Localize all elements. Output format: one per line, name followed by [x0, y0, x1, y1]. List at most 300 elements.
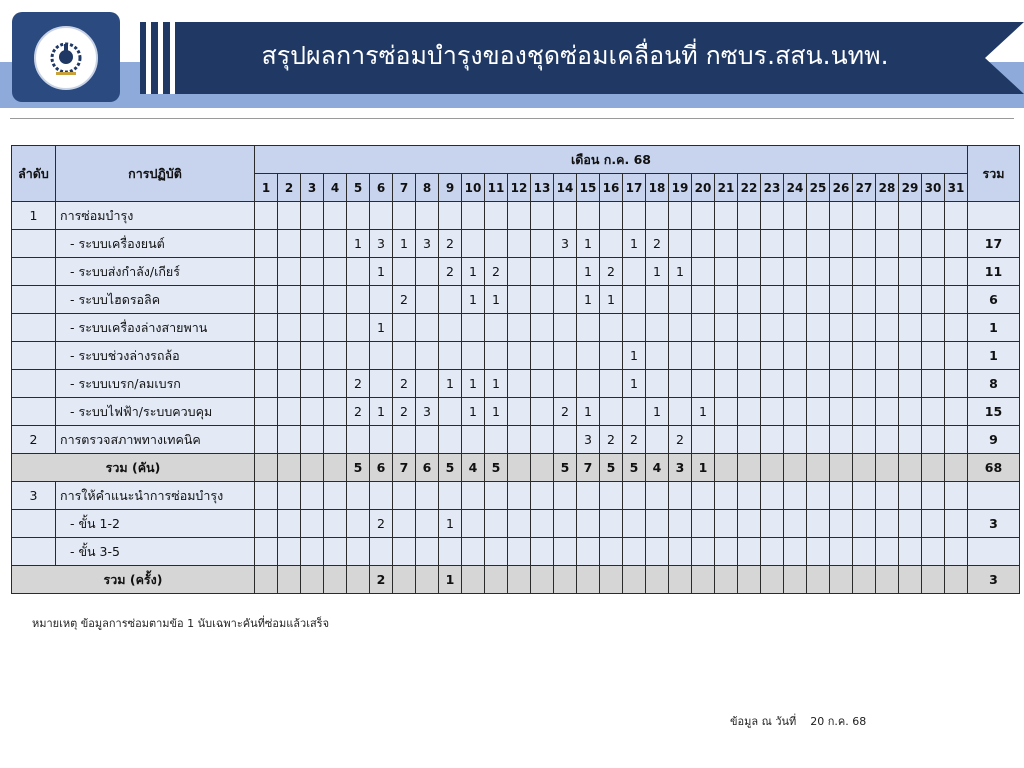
table-row: [12, 230, 1020, 258]
day-cell: [393, 510, 416, 538]
day-header: 4: [324, 174, 347, 202]
day-cell: 3: [416, 398, 439, 426]
day-cell: [324, 398, 347, 426]
day-cell: [554, 566, 577, 594]
day-cell: [761, 510, 784, 538]
day-cell: [784, 566, 807, 594]
day-cell: [876, 398, 899, 426]
day-cell: [324, 202, 347, 230]
day-cell: 1: [462, 286, 485, 314]
day-cell: [876, 566, 899, 594]
day-cell: [922, 510, 945, 538]
day-cell: [669, 566, 692, 594]
row-number: [12, 510, 56, 538]
day-cell: [439, 398, 462, 426]
day-cell: 1: [485, 370, 508, 398]
day-cell: 2: [554, 398, 577, 426]
day-cell: [485, 230, 508, 258]
day-cell: [761, 370, 784, 398]
header-activity: การปฏิบัติ: [56, 146, 255, 202]
day-cell: [600, 342, 623, 370]
day-cell: 1: [646, 398, 669, 426]
day-header: 6: [370, 174, 393, 202]
day-cell: [738, 566, 761, 594]
day-cell: [876, 258, 899, 286]
day-cell: [393, 482, 416, 510]
day-cell: [646, 370, 669, 398]
day-cell: [669, 342, 692, 370]
day-cell: [738, 538, 761, 566]
day-cell: [324, 510, 347, 538]
day-header: 29: [899, 174, 922, 202]
day-cell: [370, 482, 393, 510]
total-label: รวม (คัน): [12, 454, 255, 482]
day-cell: [462, 314, 485, 342]
day-cell: [324, 370, 347, 398]
day-cell: [508, 370, 531, 398]
day-header: 18: [646, 174, 669, 202]
day-cell: [784, 398, 807, 426]
day-cell: 5: [439, 454, 462, 482]
day-cell: [715, 258, 738, 286]
day-cell: [554, 538, 577, 566]
day-cell: [761, 314, 784, 342]
row-label: - ระบบเครื่องล่างสายพาน: [56, 314, 255, 342]
day-cell: [255, 230, 278, 258]
day-cell: [669, 230, 692, 258]
day-cell: [853, 454, 876, 482]
day-cell: [945, 398, 968, 426]
day-cell: [715, 426, 738, 454]
day-cell: [416, 258, 439, 286]
day-cell: [370, 286, 393, 314]
row-number: 1: [12, 202, 56, 230]
row-total: 8: [968, 370, 1020, 398]
day-cell: [255, 454, 278, 482]
day-cell: [715, 454, 738, 482]
day-cell: [669, 482, 692, 510]
row-label: - ระบบเบรก/ลมเบรก: [56, 370, 255, 398]
day-cell: [324, 230, 347, 258]
day-cell: [876, 342, 899, 370]
day-cell: [945, 454, 968, 482]
day-cell: [439, 538, 462, 566]
day-cell: 3: [669, 454, 692, 482]
day-cell: [669, 510, 692, 538]
day-cell: [738, 230, 761, 258]
day-cell: 5: [485, 454, 508, 482]
day-cell: [853, 482, 876, 510]
day-cell: [508, 286, 531, 314]
day-cell: [922, 370, 945, 398]
as-of-label: ข้อมูล ณ วันที่: [730, 715, 797, 728]
day-cell: [439, 314, 462, 342]
day-cell: 1: [692, 454, 715, 482]
organization-logo: [18, 18, 114, 98]
day-cell: [577, 566, 600, 594]
day-cell: [922, 286, 945, 314]
day-cell: [531, 426, 554, 454]
day-cell: 2: [669, 426, 692, 454]
row-total: 3: [968, 566, 1020, 594]
day-cell: [508, 314, 531, 342]
day-cell: 7: [393, 454, 416, 482]
day-cell: [738, 342, 761, 370]
day-cell: [393, 202, 416, 230]
day-cell: [554, 314, 577, 342]
day-cell: [370, 342, 393, 370]
day-cell: 2: [439, 258, 462, 286]
day-cell: [830, 342, 853, 370]
row-total: 3: [968, 510, 1020, 538]
day-cell: [646, 566, 669, 594]
day-cell: [738, 370, 761, 398]
day-cell: [807, 426, 830, 454]
day-cell: [416, 370, 439, 398]
day-cell: [692, 258, 715, 286]
day-cell: [531, 342, 554, 370]
day-cell: [899, 286, 922, 314]
day-header: 10: [462, 174, 485, 202]
day-header: 8: [416, 174, 439, 202]
day-cell: 7: [577, 454, 600, 482]
day-cell: [301, 454, 324, 482]
day-cell: [347, 258, 370, 286]
day-cell: [577, 482, 600, 510]
day-cell: [347, 202, 370, 230]
day-cell: [807, 286, 830, 314]
day-cell: 5: [347, 454, 370, 482]
day-cell: 4: [646, 454, 669, 482]
day-cell: [692, 566, 715, 594]
day-cell: [715, 286, 738, 314]
day-header: 9: [439, 174, 462, 202]
day-cell: [830, 426, 853, 454]
day-cell: [347, 342, 370, 370]
day-header: 1: [255, 174, 278, 202]
day-cell: [347, 538, 370, 566]
row-total: 17: [968, 230, 1020, 258]
day-header: 26: [830, 174, 853, 202]
row-total: 1: [968, 342, 1020, 370]
day-cell: [761, 482, 784, 510]
day-cell: [554, 482, 577, 510]
total-row: [12, 454, 1020, 482]
day-cell: 1: [623, 230, 646, 258]
day-cell: [485, 538, 508, 566]
day-cell: 4: [462, 454, 485, 482]
day-cell: [899, 566, 922, 594]
day-cell: [508, 258, 531, 286]
day-cell: [761, 230, 784, 258]
day-cell: [715, 538, 738, 566]
row-number: 3: [12, 482, 56, 510]
day-cell: [945, 538, 968, 566]
day-cell: [531, 482, 554, 510]
day-cell: [278, 202, 301, 230]
day-cell: [508, 426, 531, 454]
day-cell: [278, 538, 301, 566]
table-row: [12, 370, 1020, 398]
day-cell: [370, 538, 393, 566]
day-cell: [623, 398, 646, 426]
day-cell: [255, 370, 278, 398]
day-cell: [324, 314, 347, 342]
day-cell: [807, 566, 830, 594]
day-cell: [738, 398, 761, 426]
day-cell: [945, 482, 968, 510]
day-cell: [830, 202, 853, 230]
day-cell: [393, 314, 416, 342]
row-total: [968, 482, 1020, 510]
day-cell: [347, 482, 370, 510]
row-total: 15: [968, 398, 1020, 426]
day-cell: [255, 286, 278, 314]
day-cell: [485, 426, 508, 454]
day-cell: [784, 510, 807, 538]
row-number: [12, 258, 56, 286]
day-cell: 3: [416, 230, 439, 258]
day-header: 14: [554, 174, 577, 202]
day-cell: [623, 482, 646, 510]
header-month: เดือน ก.ค. 68: [255, 146, 968, 174]
day-cell: [899, 342, 922, 370]
day-cell: [554, 370, 577, 398]
day-cell: [324, 566, 347, 594]
day-header: 22: [738, 174, 761, 202]
day-cell: [347, 286, 370, 314]
day-cell: [393, 258, 416, 286]
day-cell: 1: [439, 510, 462, 538]
day-cell: [416, 314, 439, 342]
day-cell: [416, 342, 439, 370]
day-cell: [531, 202, 554, 230]
day-cell: [531, 398, 554, 426]
day-header: 3: [301, 174, 324, 202]
day-cell: [301, 314, 324, 342]
day-cell: 1: [347, 230, 370, 258]
day-cell: [853, 398, 876, 426]
day-cell: [301, 426, 324, 454]
day-cell: [715, 314, 738, 342]
day-cell: [830, 230, 853, 258]
header-banner: [0, 0, 1024, 112]
table-row: [12, 538, 1020, 566]
day-cell: [761, 538, 784, 566]
day-cell: [301, 538, 324, 566]
day-cell: [347, 566, 370, 594]
day-cell: [784, 258, 807, 286]
day-cell: [899, 398, 922, 426]
day-cell: [945, 314, 968, 342]
day-cell: [715, 370, 738, 398]
day-cell: [600, 566, 623, 594]
day-cell: [669, 370, 692, 398]
row-number: [12, 230, 56, 258]
day-cell: [600, 314, 623, 342]
day-cell: [393, 566, 416, 594]
day-header: 30: [922, 174, 945, 202]
day-cell: [278, 314, 301, 342]
day-cell: [669, 538, 692, 566]
day-cell: 1: [439, 370, 462, 398]
day-cell: [531, 258, 554, 286]
day-cell: [830, 314, 853, 342]
day-cell: [600, 398, 623, 426]
day-cell: [531, 286, 554, 314]
day-cell: [485, 314, 508, 342]
row-number: [12, 370, 56, 398]
day-cell: [623, 510, 646, 538]
day-cell: [692, 370, 715, 398]
day-cell: [324, 342, 347, 370]
day-cell: [554, 426, 577, 454]
day-cell: [945, 566, 968, 594]
day-cell: [393, 538, 416, 566]
day-cell: [899, 230, 922, 258]
day-cell: [416, 286, 439, 314]
day-cell: [416, 202, 439, 230]
day-cell: [692, 342, 715, 370]
day-cell: [922, 342, 945, 370]
table-row: [12, 426, 1020, 454]
header-total: รวม: [968, 146, 1020, 202]
day-cell: [600, 370, 623, 398]
day-cell: [577, 342, 600, 370]
day-cell: [876, 482, 899, 510]
day-cell: [301, 510, 324, 538]
day-cell: [945, 202, 968, 230]
day-cell: [554, 202, 577, 230]
row-label: การตรวจสภาพทางเทคนิค: [56, 426, 255, 454]
table-row: [12, 398, 1020, 426]
day-cell: [600, 202, 623, 230]
day-cell: [669, 202, 692, 230]
day-cell: [324, 538, 347, 566]
day-cell: [646, 202, 669, 230]
day-cell: [899, 482, 922, 510]
day-cell: 1: [485, 398, 508, 426]
day-cell: [324, 258, 347, 286]
day-header: 13: [531, 174, 554, 202]
row-label: - ขั้น 3-5: [56, 538, 255, 566]
day-cell: [853, 426, 876, 454]
day-cell: 1: [462, 258, 485, 286]
day-cell: [692, 286, 715, 314]
data-as-of: [730, 712, 866, 730]
day-cell: [600, 538, 623, 566]
day-header: 23: [761, 174, 784, 202]
table-row: [12, 482, 1020, 510]
day-cell: [623, 286, 646, 314]
day-cell: [738, 510, 761, 538]
day-cell: [784, 454, 807, 482]
day-cell: [531, 510, 554, 538]
day-cell: [715, 482, 738, 510]
day-cell: [830, 398, 853, 426]
table-row: [12, 286, 1020, 314]
day-cell: [577, 202, 600, 230]
day-cell: [922, 454, 945, 482]
day-cell: [301, 482, 324, 510]
day-cell: [623, 258, 646, 286]
day-cell: [669, 398, 692, 426]
day-cell: [462, 202, 485, 230]
day-cell: [738, 482, 761, 510]
day-cell: [416, 510, 439, 538]
day-cell: [278, 370, 301, 398]
day-cell: [600, 510, 623, 538]
day-cell: [945, 258, 968, 286]
day-cell: [784, 426, 807, 454]
day-cell: [462, 230, 485, 258]
day-cell: [945, 370, 968, 398]
day-cell: [278, 510, 301, 538]
day-cell: [278, 482, 301, 510]
day-cell: [462, 510, 485, 538]
day-cell: [807, 538, 830, 566]
page-title: สรุปผลการซ่อมบำรุงของชุดซ่อมเคลื่อนที่ กซบร.สสน.นทพ.: [261, 41, 889, 70]
day-cell: [301, 398, 324, 426]
day-cell: [876, 426, 899, 454]
day-cell: [807, 454, 830, 482]
row-label: - ระบบช่วงล่างรถล้อ: [56, 342, 255, 370]
day-cell: [646, 538, 669, 566]
day-cell: [301, 230, 324, 258]
day-cell: [692, 482, 715, 510]
day-cell: 1: [370, 258, 393, 286]
day-cell: 1: [577, 258, 600, 286]
day-cell: [255, 258, 278, 286]
day-cell: [945, 286, 968, 314]
day-cell: 1: [600, 286, 623, 314]
day-header: 20: [692, 174, 715, 202]
day-cell: [255, 510, 278, 538]
row-total: 9: [968, 426, 1020, 454]
day-cell: 6: [370, 454, 393, 482]
day-cell: [255, 538, 278, 566]
day-cell: 5: [623, 454, 646, 482]
day-cell: [485, 510, 508, 538]
day-cell: [462, 482, 485, 510]
day-cell: 2: [600, 258, 623, 286]
day-cell: [692, 510, 715, 538]
day-header: 2: [278, 174, 301, 202]
day-cell: [945, 510, 968, 538]
day-cell: 2: [646, 230, 669, 258]
day-cell: [807, 510, 830, 538]
day-cell: [807, 370, 830, 398]
row-total: 1: [968, 314, 1020, 342]
day-cell: [761, 454, 784, 482]
day-cell: [761, 202, 784, 230]
day-cell: [876, 230, 899, 258]
day-cell: [462, 538, 485, 566]
day-cell: [876, 314, 899, 342]
day-cell: 1: [370, 314, 393, 342]
day-cell: [370, 202, 393, 230]
day-cell: [853, 342, 876, 370]
table-row: [12, 342, 1020, 370]
day-cell: [439, 482, 462, 510]
day-cell: [301, 342, 324, 370]
day-header: 7: [393, 174, 416, 202]
row-number: [12, 342, 56, 370]
day-cell: 1: [485, 286, 508, 314]
row-label: - ระบบไฮดรอลิค: [56, 286, 255, 314]
day-cell: [600, 482, 623, 510]
row-number: [12, 398, 56, 426]
